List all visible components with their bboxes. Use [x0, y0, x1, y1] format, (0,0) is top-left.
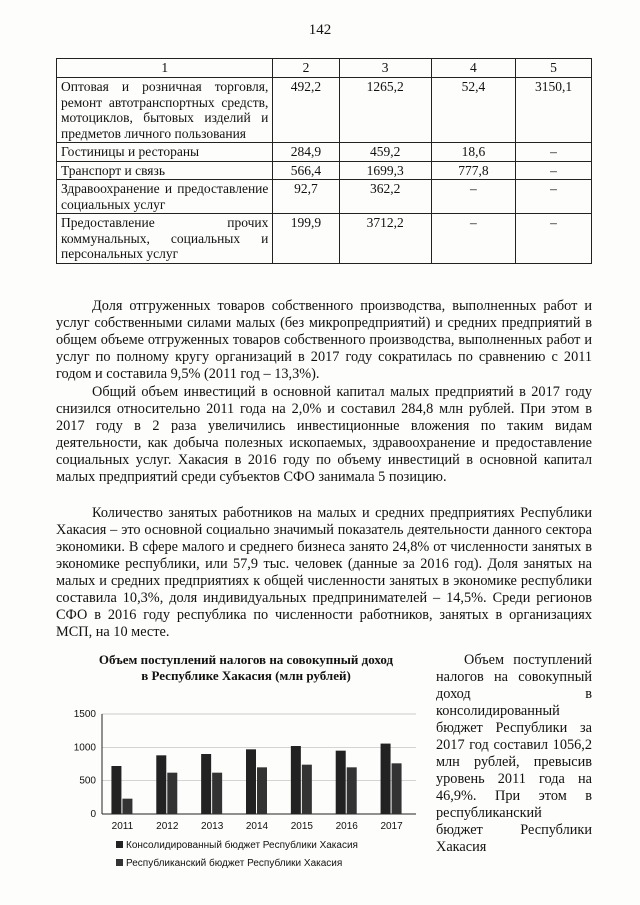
y-tick-label: 0: [90, 809, 96, 820]
x-tick-label: 2016: [335, 821, 358, 832]
bar: [381, 744, 391, 814]
y-tick-label: 500: [79, 775, 96, 787]
paragraph-employment: Количество занятых работников на малых и средних предприятиях Республики Хакасия – это основной социально значимый показатель деятельности данного сектора экономики. В сфере малого и среднего бизнеса занято 24,8% от численности занятых в экономике республики, или 57,9 тыс. человек (данные за 2016 год). Доля занятых на малых и средних предприятиях к общей численности занятых в экономике республики составила 10,3%, доля индивидуальных предпринимателей – 14,5%. Среди регионов СФО в 2016 году республика по численности работников, занятых в организациях МСП, на 10 месте.: [56, 505, 592, 640]
x-tick-label: 2015: [290, 821, 313, 832]
table-row: [57, 78, 592, 143]
table-header-row: [57, 59, 592, 78]
table-cell: Здравоохранение и предоставление социальных услуг: [57, 180, 273, 214]
bar: [201, 754, 211, 814]
table-header-cell: 2: [273, 59, 339, 78]
bar: [336, 751, 346, 814]
legend-label: Республиканский бюджет Республики Хакасия: [126, 858, 343, 869]
paragraph-share-of-goods: Доля отгруженных товаров собственного производства, выполненных работ и услуг собственными силами малых (без микропредприятий) и средних предприятий в общем объеме отгруженных товаров собственного производства, выполненных работ и услуг по полному кругу организаций в 2017 году сократилась по сравнению с 2011 годом и составила 9,5% (2011 год – 13,3%).: [56, 298, 592, 382]
bar: [212, 773, 222, 814]
table-header-cell: 4: [431, 59, 515, 78]
bar: [246, 749, 256, 814]
paragraph-investments: Общий объем инвестиций в основной капитал малых предприятий в 2017 году снизился относительно 2011 года на 2,0% и составил 284,8 млн рублей. При этом в 2017 году в 2 раза увеличились инвестиционные вложения по таким видам деятельности, как добыча полезных ископаемых, здравоохранение и предоставление социальных услуг. Хакасия в 2016 году по объему инвестиций в основной капитал малых предприятий среди субъектов СФО занимала 5 позицию.: [56, 384, 592, 485]
table-cell: 777,8: [431, 161, 515, 180]
table-cell: Оптовая и розничная торговля, ремонт автотранспортных средств, мотоциклов, бытовых изделий и предметов личного пользования: [57, 78, 273, 143]
table-header-cell: 5: [516, 59, 592, 78]
table-cell: Предоставление прочих коммунальных, социальных и персональных услуг: [57, 214, 273, 264]
bar: [111, 766, 121, 814]
bar: [122, 799, 132, 814]
legend-swatch: [116, 859, 123, 866]
x-tick-label: 2013: [201, 821, 224, 832]
x-tick-label: 2011: [111, 821, 134, 832]
chart-title: Объем поступлений налогов на совокупный доход в Республике Хакасия (млн рублей): [98, 652, 394, 683]
bar: [257, 767, 267, 814]
chart-plot: [56, 706, 428, 836]
y-tick-label: 1000: [73, 742, 96, 754]
bar: [156, 755, 166, 814]
x-tick-label: 2014: [245, 821, 269, 832]
tax-revenue-chart: [56, 652, 428, 882]
data-table: [56, 58, 592, 264]
table-cell: 1265,2: [339, 78, 431, 143]
legend-item-republican: [116, 858, 342, 869]
page-number: 142: [308, 22, 332, 38]
bar: [392, 763, 402, 814]
legend-label: Консолидированный бюджет Республики Хакасия: [126, 840, 358, 851]
table-cell: 362,2: [339, 180, 431, 214]
table-cell: 284,9: [273, 143, 339, 162]
bar: [291, 746, 301, 814]
bar: [302, 765, 312, 814]
x-tick-label: 2017: [380, 821, 403, 832]
paragraph-tax-revenue: Объем поступлений налогов на совокупный доход в консолидированный бюджет Республики за 2017 год составил 1056,2 млн рублей, превысив уровень 2011 года на 46,9%. При этом в республиканский бюджет Республики Хакасия: [436, 652, 592, 855]
table-cell: 3150,1: [516, 78, 592, 143]
table-cell: –: [431, 214, 515, 264]
table-cell: 52,4: [431, 78, 515, 143]
table-cell: Гостиницы и рестораны: [57, 143, 273, 162]
y-tick-label: 1500: [73, 709, 96, 720]
table-header-cell: 1: [57, 59, 273, 78]
table-cell: 1699,3: [339, 161, 431, 180]
table-cell: –: [431, 180, 515, 214]
table-row: [57, 143, 592, 162]
table-cell: Транспорт и связь: [57, 161, 273, 180]
table-cell: 199,9: [273, 214, 339, 264]
legend-swatch: [116, 841, 123, 848]
table-row: [57, 161, 592, 180]
table-cell: 18,6: [431, 143, 515, 162]
table-cell: 459,2: [339, 143, 431, 162]
table-row: [57, 180, 592, 214]
table-cell: –: [516, 143, 592, 162]
x-tick-label: 2012: [156, 821, 179, 832]
table-cell: 566,4: [273, 161, 339, 180]
table-row: [57, 214, 592, 264]
table-cell: 3712,2: [339, 214, 431, 264]
table-cell: 492,2: [273, 78, 339, 143]
table-cell: 92,7: [273, 180, 339, 214]
table-cell: –: [516, 161, 592, 180]
bar: [167, 773, 177, 814]
table-cell: –: [516, 214, 592, 264]
table-cell: –: [516, 180, 592, 214]
bar: [347, 767, 357, 814]
table-header-cell: 3: [339, 59, 431, 78]
legend-item-consolidated: [116, 840, 358, 851]
